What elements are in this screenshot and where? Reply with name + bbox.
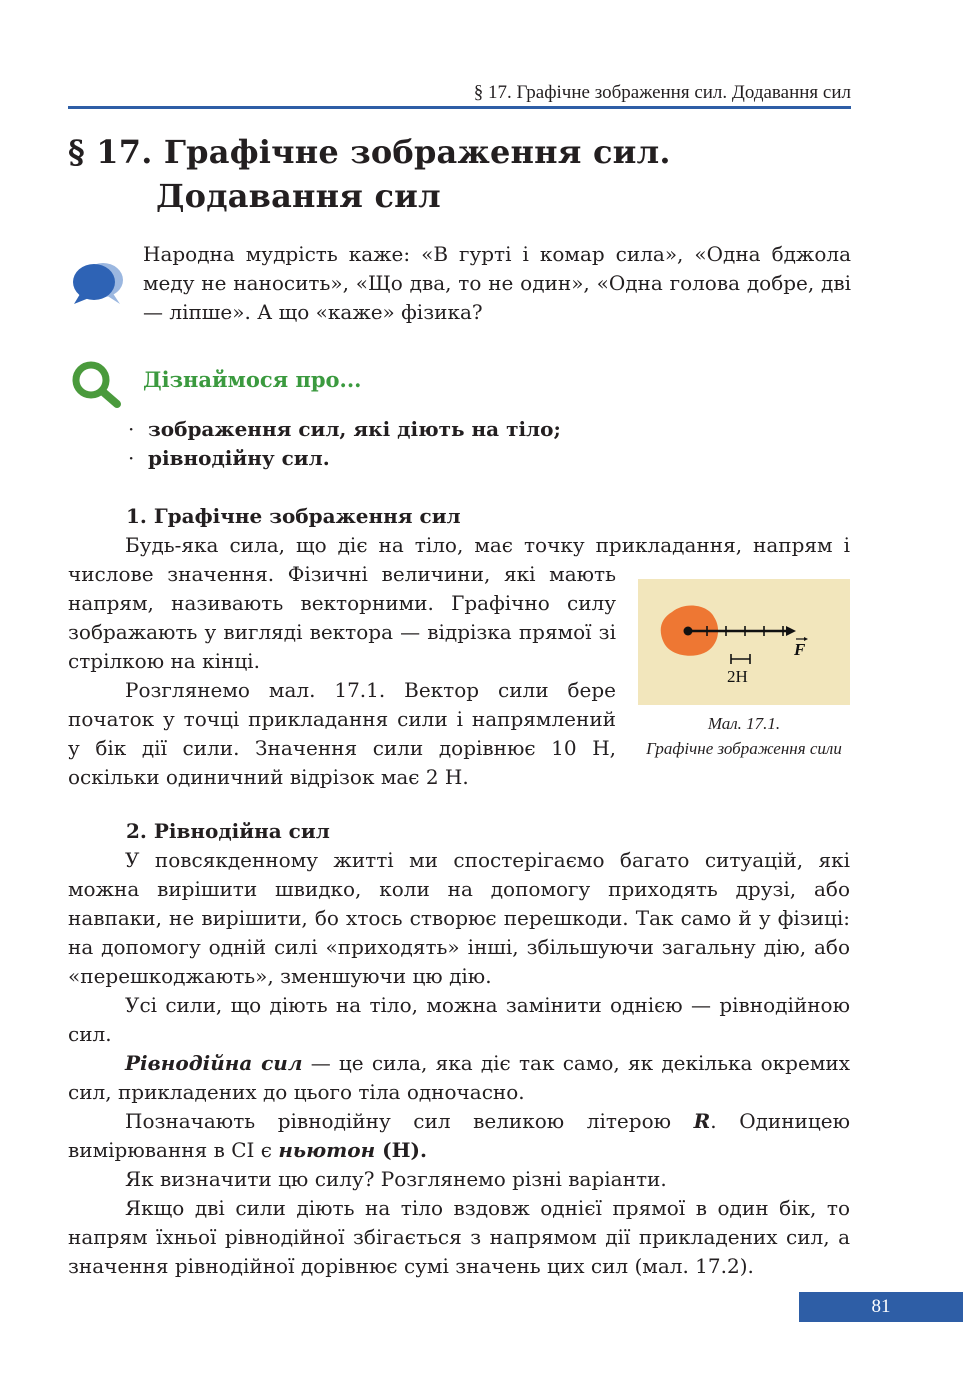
running-header: § 17. Графічне зображення сил. Додавання сил <box>473 82 851 103</box>
unit-newton: ньютон <box>278 1138 376 1162</box>
force-vector-diagram <box>638 579 850 705</box>
scale-label: 2Н <box>727 667 748 686</box>
force-label: F <box>794 640 806 659</box>
learn-list <box>128 415 561 473</box>
learn-heading: Дізнаймося про... <box>143 367 362 392</box>
caption-text: Графічне зображення сили <box>646 739 842 758</box>
section-1-title: 1. Графічне зображення сил <box>126 504 461 528</box>
section-1-column <box>68 531 616 560</box>
page-title <box>68 130 671 218</box>
section-2-definition: Рівнодійна сил — це сила, яка діє так само, як декілька окремих сил, прикладених до цього тіла одночасно. <box>68 1051 850 1104</box>
symbol-r: R <box>693 1109 711 1133</box>
section-2-paragraph-1: У повсякденному житті ми спостерігаємо багато ситуацій, які можна вирішити швидко, коли на допомогу приходять друзі, або навпаки, не вирішити, бо хтось створює перешкоди. Так само й у фізиці: на допомогу одній силі «приходять» інші, збільшуючи загальну дію, або «перешкоджають», зменшуючи цю дію. <box>68 848 850 988</box>
list-item: · зображення сил, які діють на тіло; <box>128 417 561 441</box>
figure-caption <box>638 711 850 761</box>
section-2-paragraph-6: Якщо дві сили діють на тіло вздовж однієї прямої в один бік, то напрям їхньої рівнодійної збігається з напрямом дії прикладених сил, а значення рівнодійної дорівнює сумі значень цих сил (мал. 17.2). <box>68 1196 850 1278</box>
title-line-2: Додавання сил <box>156 177 441 215</box>
section-1-paragraph-2: Розглянемо мал. 17.1. Вектор сили бере початок у точці прикладання сили і напрямлений у бік дії сили. Значення сили дорівнює 10 Н, оскільки одиничний відрізок має 2 Н. <box>68 678 616 789</box>
title-line-1: § 17. Графічне зображення сил. <box>68 133 671 171</box>
header-rule <box>68 106 851 109</box>
section-2-title: 2. Рівнодійна сил <box>126 819 330 843</box>
speech-bubble-icon <box>70 258 126 308</box>
section-2-paragraph-5: Як визначити цю силу? Розглянемо різні варіанти. <box>125 1167 667 1191</box>
scale-bar <box>731 654 750 664</box>
application-point <box>684 627 693 636</box>
list-item: · рівнодійну сил. <box>128 446 330 470</box>
term-resultant: Рівнодійна сил <box>125 1051 303 1075</box>
caption-number: Мал. 17.1. <box>707 714 781 733</box>
arrow-head-icon <box>786 626 796 636</box>
paragraph-continuation: числове значення. Фізичні величини, які мають напрям, називають векторними. Графічно силу зображають у вигляді вектора — відрізка прямої зі стрілкою на кінці. <box>68 562 616 673</box>
magnifier-icon <box>70 360 124 408</box>
section-2-paragraph-4: Позначають рівнодійну сил великою літерою R. Одиницею вимірювання в СІ є ньютон (Н). <box>68 1109 850 1162</box>
page-number: 81 <box>799 1292 963 1322</box>
force-figure <box>638 579 850 705</box>
section-2-paragraph-2: Усі сили, що діють на тіло, можна замінити однією — рівнодійною сил. <box>68 993 850 1046</box>
section-1-paragraph-1a: Будь-яка сила, що діє на тіло, має точку прикладання, напрям і <box>125 533 850 557</box>
section-1-paragraph-1 <box>68 560 616 676</box>
intro-text: Народна мудрість каже: «В гурті і комар сила», «Одна бджола меду не наносить», «Що два, то не один», «Одна голова добре, дві — ліпше». А що «каже» фізика? <box>143 242 851 324</box>
